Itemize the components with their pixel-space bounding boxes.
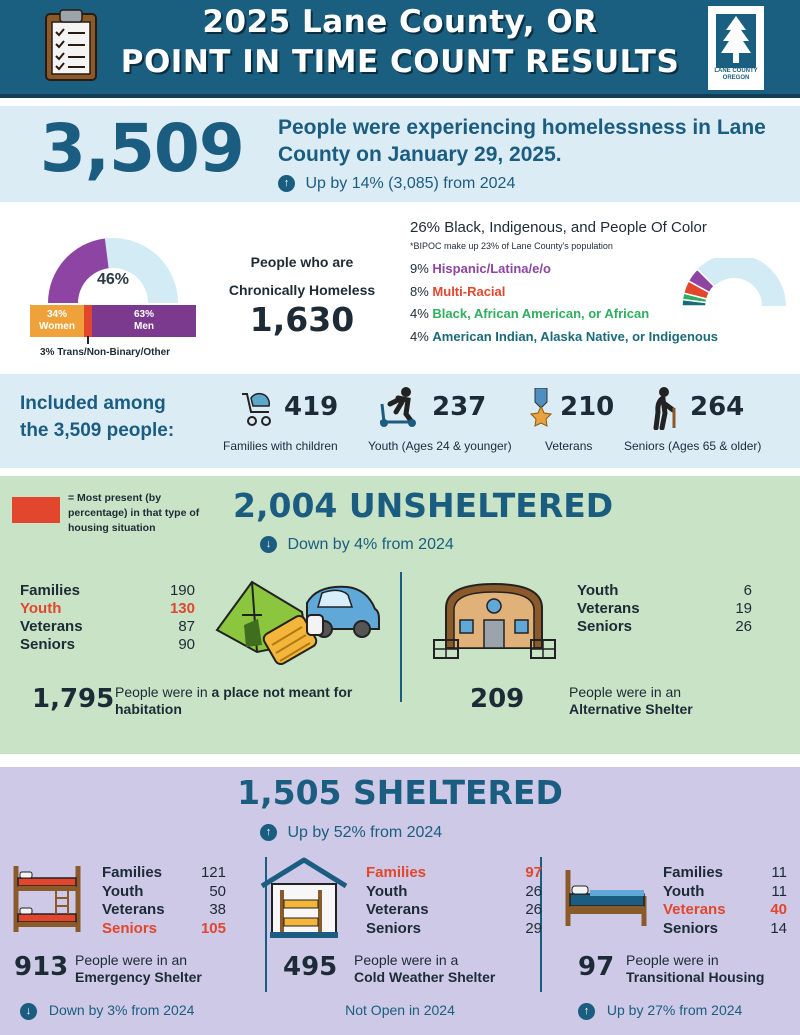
stat-row bbox=[663, 901, 787, 920]
place-table bbox=[20, 582, 195, 654]
included-number: 210 bbox=[560, 392, 615, 422]
cold-text-bold: Cold Weather Shelter bbox=[354, 969, 496, 985]
stat-row bbox=[663, 920, 787, 939]
bipoc-pct: 4% bbox=[410, 306, 429, 321]
emergency-text-plain: People were in an bbox=[75, 952, 188, 968]
cold-text-plain: People were in a bbox=[354, 952, 459, 968]
cold-text bbox=[354, 952, 534, 986]
stat-row bbox=[577, 600, 752, 618]
women-bar bbox=[30, 305, 84, 337]
included-label-item: Seniors (Ages 65 & older) bbox=[624, 439, 762, 453]
stat-row bbox=[366, 901, 542, 920]
stat-row bbox=[663, 883, 787, 902]
men-label: Men bbox=[134, 321, 154, 332]
unsheltered-title: 2,004 UNSHELTERED bbox=[233, 486, 614, 525]
included-label-line1: Included among bbox=[20, 393, 166, 414]
bipoc-label: Hispanic/Latina/e/o bbox=[432, 261, 551, 276]
stat-label: Families bbox=[20, 582, 81, 599]
gender-percent: 46% bbox=[96, 271, 130, 288]
stat-value: 38 bbox=[209, 901, 226, 918]
bipoc-pct: 8% bbox=[410, 283, 429, 299]
stat-label: Seniors bbox=[366, 919, 422, 937]
stat-label: Seniors bbox=[20, 636, 76, 653]
unsheltered-change bbox=[260, 536, 454, 554]
stat-value: 11 bbox=[771, 882, 787, 900]
place-text-plain: People were in bbox=[115, 684, 212, 700]
bipoc-note: *BIPOC make up 23% of Lane County's population bbox=[410, 241, 613, 251]
bipoc-title: 26% Black, Indigenous, and People Of Color bbox=[410, 219, 707, 236]
stat-label: Families bbox=[102, 864, 163, 881]
lane-county-logo bbox=[708, 6, 764, 90]
chronic-label bbox=[212, 248, 392, 304]
emergency-change-text: Down by 3% from 2024 bbox=[48, 1002, 195, 1018]
stat-value: 40 bbox=[770, 901, 787, 918]
stat-label: Seniors bbox=[663, 919, 719, 937]
stat-value: 26 bbox=[525, 882, 542, 900]
stat-value: 87 bbox=[178, 618, 195, 635]
emergency-change bbox=[20, 1002, 194, 1020]
stat-value: 90 bbox=[178, 636, 195, 653]
total-change-text: Up by 14% (3,085) from 2024 bbox=[305, 175, 516, 192]
stat-row bbox=[102, 920, 226, 939]
bed-icon bbox=[562, 868, 650, 928]
included-number: 419 bbox=[284, 392, 339, 422]
sheltered-title: 1,505 SHELTERED bbox=[237, 773, 563, 812]
legend-text: = Most present (by percentage) in that type of housing situation bbox=[68, 492, 200, 534]
stat-row bbox=[663, 864, 787, 883]
bipoc-gauge bbox=[676, 258, 792, 310]
total-number: 3,509 bbox=[40, 110, 244, 187]
stat-label: Youth bbox=[663, 882, 705, 900]
stat-row bbox=[102, 883, 226, 902]
trans-bar bbox=[84, 305, 92, 337]
tent-car-icon bbox=[212, 575, 382, 670]
sheltered-change bbox=[260, 824, 442, 842]
bipoc-label: Multi-Racial bbox=[432, 283, 506, 299]
transitional-text-bold: Transitional Housing bbox=[626, 969, 765, 985]
emergency-number: 913 bbox=[14, 952, 69, 982]
chronic-label-line1: People who are bbox=[250, 254, 354, 270]
stat-label: Seniors bbox=[102, 919, 158, 937]
stat-row bbox=[577, 582, 752, 600]
transitional-number: 97 bbox=[578, 952, 615, 982]
stat-row bbox=[20, 636, 195, 654]
transitional-change-text: Up by 27% from 2024 bbox=[606, 1002, 743, 1018]
total-description: People were experiencing homelessness in Lane County on January 29, 2025. bbox=[278, 116, 766, 166]
stat-label: Families bbox=[663, 864, 724, 881]
included-number: 237 bbox=[432, 392, 487, 422]
stat-label: Youth bbox=[366, 882, 408, 900]
stat-label: Veterans bbox=[102, 901, 165, 918]
stat-row bbox=[20, 618, 195, 636]
bipoc-label: American Indian, Alaska Native, or Indigenous bbox=[432, 328, 719, 344]
stat-row bbox=[577, 618, 752, 636]
stat-row bbox=[20, 600, 195, 618]
stat-row bbox=[366, 864, 542, 883]
legend-swatch bbox=[12, 497, 60, 523]
stat-value: 29 bbox=[525, 919, 542, 937]
cold-change: Not Open in 2024 bbox=[345, 1002, 455, 1018]
transitional-table bbox=[663, 864, 787, 938]
stat-value: 19 bbox=[735, 600, 752, 617]
stat-label: Youth bbox=[102, 882, 144, 900]
stat-value: 50 bbox=[209, 882, 226, 900]
emergency-text-bold: Emergency Shelter bbox=[75, 969, 202, 985]
place-text-bold: a place not meant for habitation bbox=[115, 684, 353, 717]
stat-value: 26 bbox=[735, 618, 752, 635]
shelter-building-icon bbox=[432, 578, 557, 660]
cold-table bbox=[366, 864, 542, 938]
place-number: 1,795 bbox=[32, 684, 115, 714]
included-number: 264 bbox=[690, 392, 745, 422]
senior-icon bbox=[650, 386, 682, 430]
cold-shelter-icon bbox=[258, 856, 350, 940]
bipoc-pct: 9% bbox=[410, 261, 429, 276]
stat-value: 190 bbox=[169, 582, 195, 599]
emergency-text bbox=[75, 952, 260, 986]
alternative-text-plain: People were in an bbox=[569, 684, 682, 700]
stat-row bbox=[366, 920, 542, 939]
stat-value: 6 bbox=[743, 582, 752, 599]
stat-row bbox=[366, 883, 542, 902]
bunk-bed-icon bbox=[12, 864, 82, 934]
stroller-icon bbox=[238, 390, 274, 428]
chronic-label-line2: Chronically Homeless bbox=[228, 282, 376, 298]
stat-label: Veterans bbox=[663, 901, 726, 918]
stat-value: 11 bbox=[771, 864, 787, 881]
alternative-table bbox=[577, 582, 752, 636]
arrow-down-icon: ↓ bbox=[20, 1003, 37, 1020]
transitional-change bbox=[578, 1002, 742, 1020]
stat-label: Veterans bbox=[20, 618, 83, 635]
alternative-number: 209 bbox=[470, 684, 525, 714]
women-pct: 34% bbox=[46, 309, 67, 320]
stat-value: 14 bbox=[770, 919, 787, 937]
place-text bbox=[115, 684, 385, 718]
stat-value: 26 bbox=[525, 901, 542, 918]
included-label-item: Families with children bbox=[223, 439, 338, 453]
stat-row bbox=[20, 582, 195, 600]
arrow-down-icon: ↓ bbox=[260, 536, 277, 553]
arrow-up-icon: ↑ bbox=[278, 175, 295, 192]
stat-row bbox=[102, 864, 226, 883]
divider bbox=[400, 572, 402, 702]
included-label bbox=[20, 390, 174, 444]
stat-label: Veterans bbox=[366, 901, 429, 918]
stat-label: Veterans bbox=[577, 600, 640, 617]
total-change bbox=[278, 175, 515, 193]
trans-pointer bbox=[87, 336, 89, 344]
stat-value: 97 bbox=[525, 864, 542, 881]
included-label-item: Veterans bbox=[545, 439, 593, 453]
medal-icon bbox=[530, 388, 552, 428]
scooter-icon bbox=[376, 386, 422, 428]
stat-label: Families bbox=[366, 864, 427, 881]
logo-text: LANE COUNTY OREGON bbox=[714, 68, 758, 81]
transitional-text-plain: People were in bbox=[626, 952, 719, 968]
alternative-text bbox=[569, 684, 769, 718]
gender-other-label: 3% Trans/Non-Binary/Other bbox=[40, 347, 171, 358]
emergency-table bbox=[102, 864, 226, 938]
stat-row bbox=[102, 901, 226, 920]
bipoc-item bbox=[410, 329, 790, 352]
cold-number: 495 bbox=[283, 952, 338, 982]
included-label-line2: the 3,509 people: bbox=[20, 420, 175, 441]
bipoc-pct: 4% bbox=[410, 328, 429, 344]
stat-value: 130 bbox=[169, 600, 195, 617]
title-line-1: 2025 Lane County, OR bbox=[202, 4, 598, 40]
stat-label: Seniors bbox=[577, 618, 633, 635]
title-line-2: POINT IN TIME COUNT RESULTS bbox=[120, 44, 680, 80]
women-label: Women bbox=[39, 321, 75, 332]
stat-label: Youth bbox=[577, 582, 619, 599]
included-label-item: Youth (Ages 24 & younger) bbox=[368, 439, 512, 453]
arrow-up-icon: ↑ bbox=[260, 824, 277, 841]
sheltered-change-text: Up by 52% from 2024 bbox=[287, 824, 443, 841]
men-pct: 63% bbox=[133, 309, 154, 320]
bipoc-label: Black, African American, or African bbox=[432, 306, 650, 321]
stat-label: Youth bbox=[20, 600, 62, 617]
alternative-text-bold: Alternative Shelter bbox=[569, 701, 693, 717]
stat-value: 105 bbox=[200, 919, 226, 937]
transitional-text bbox=[626, 952, 796, 986]
chronic-number: 1,630 bbox=[249, 300, 355, 339]
gender-gauge bbox=[38, 228, 188, 308]
arrow-up-icon: ↑ bbox=[578, 1003, 595, 1020]
men-bar bbox=[92, 305, 196, 337]
unsheltered-change-text: Down by 4% from 2024 bbox=[287, 536, 454, 553]
stat-value: 121 bbox=[200, 864, 226, 881]
